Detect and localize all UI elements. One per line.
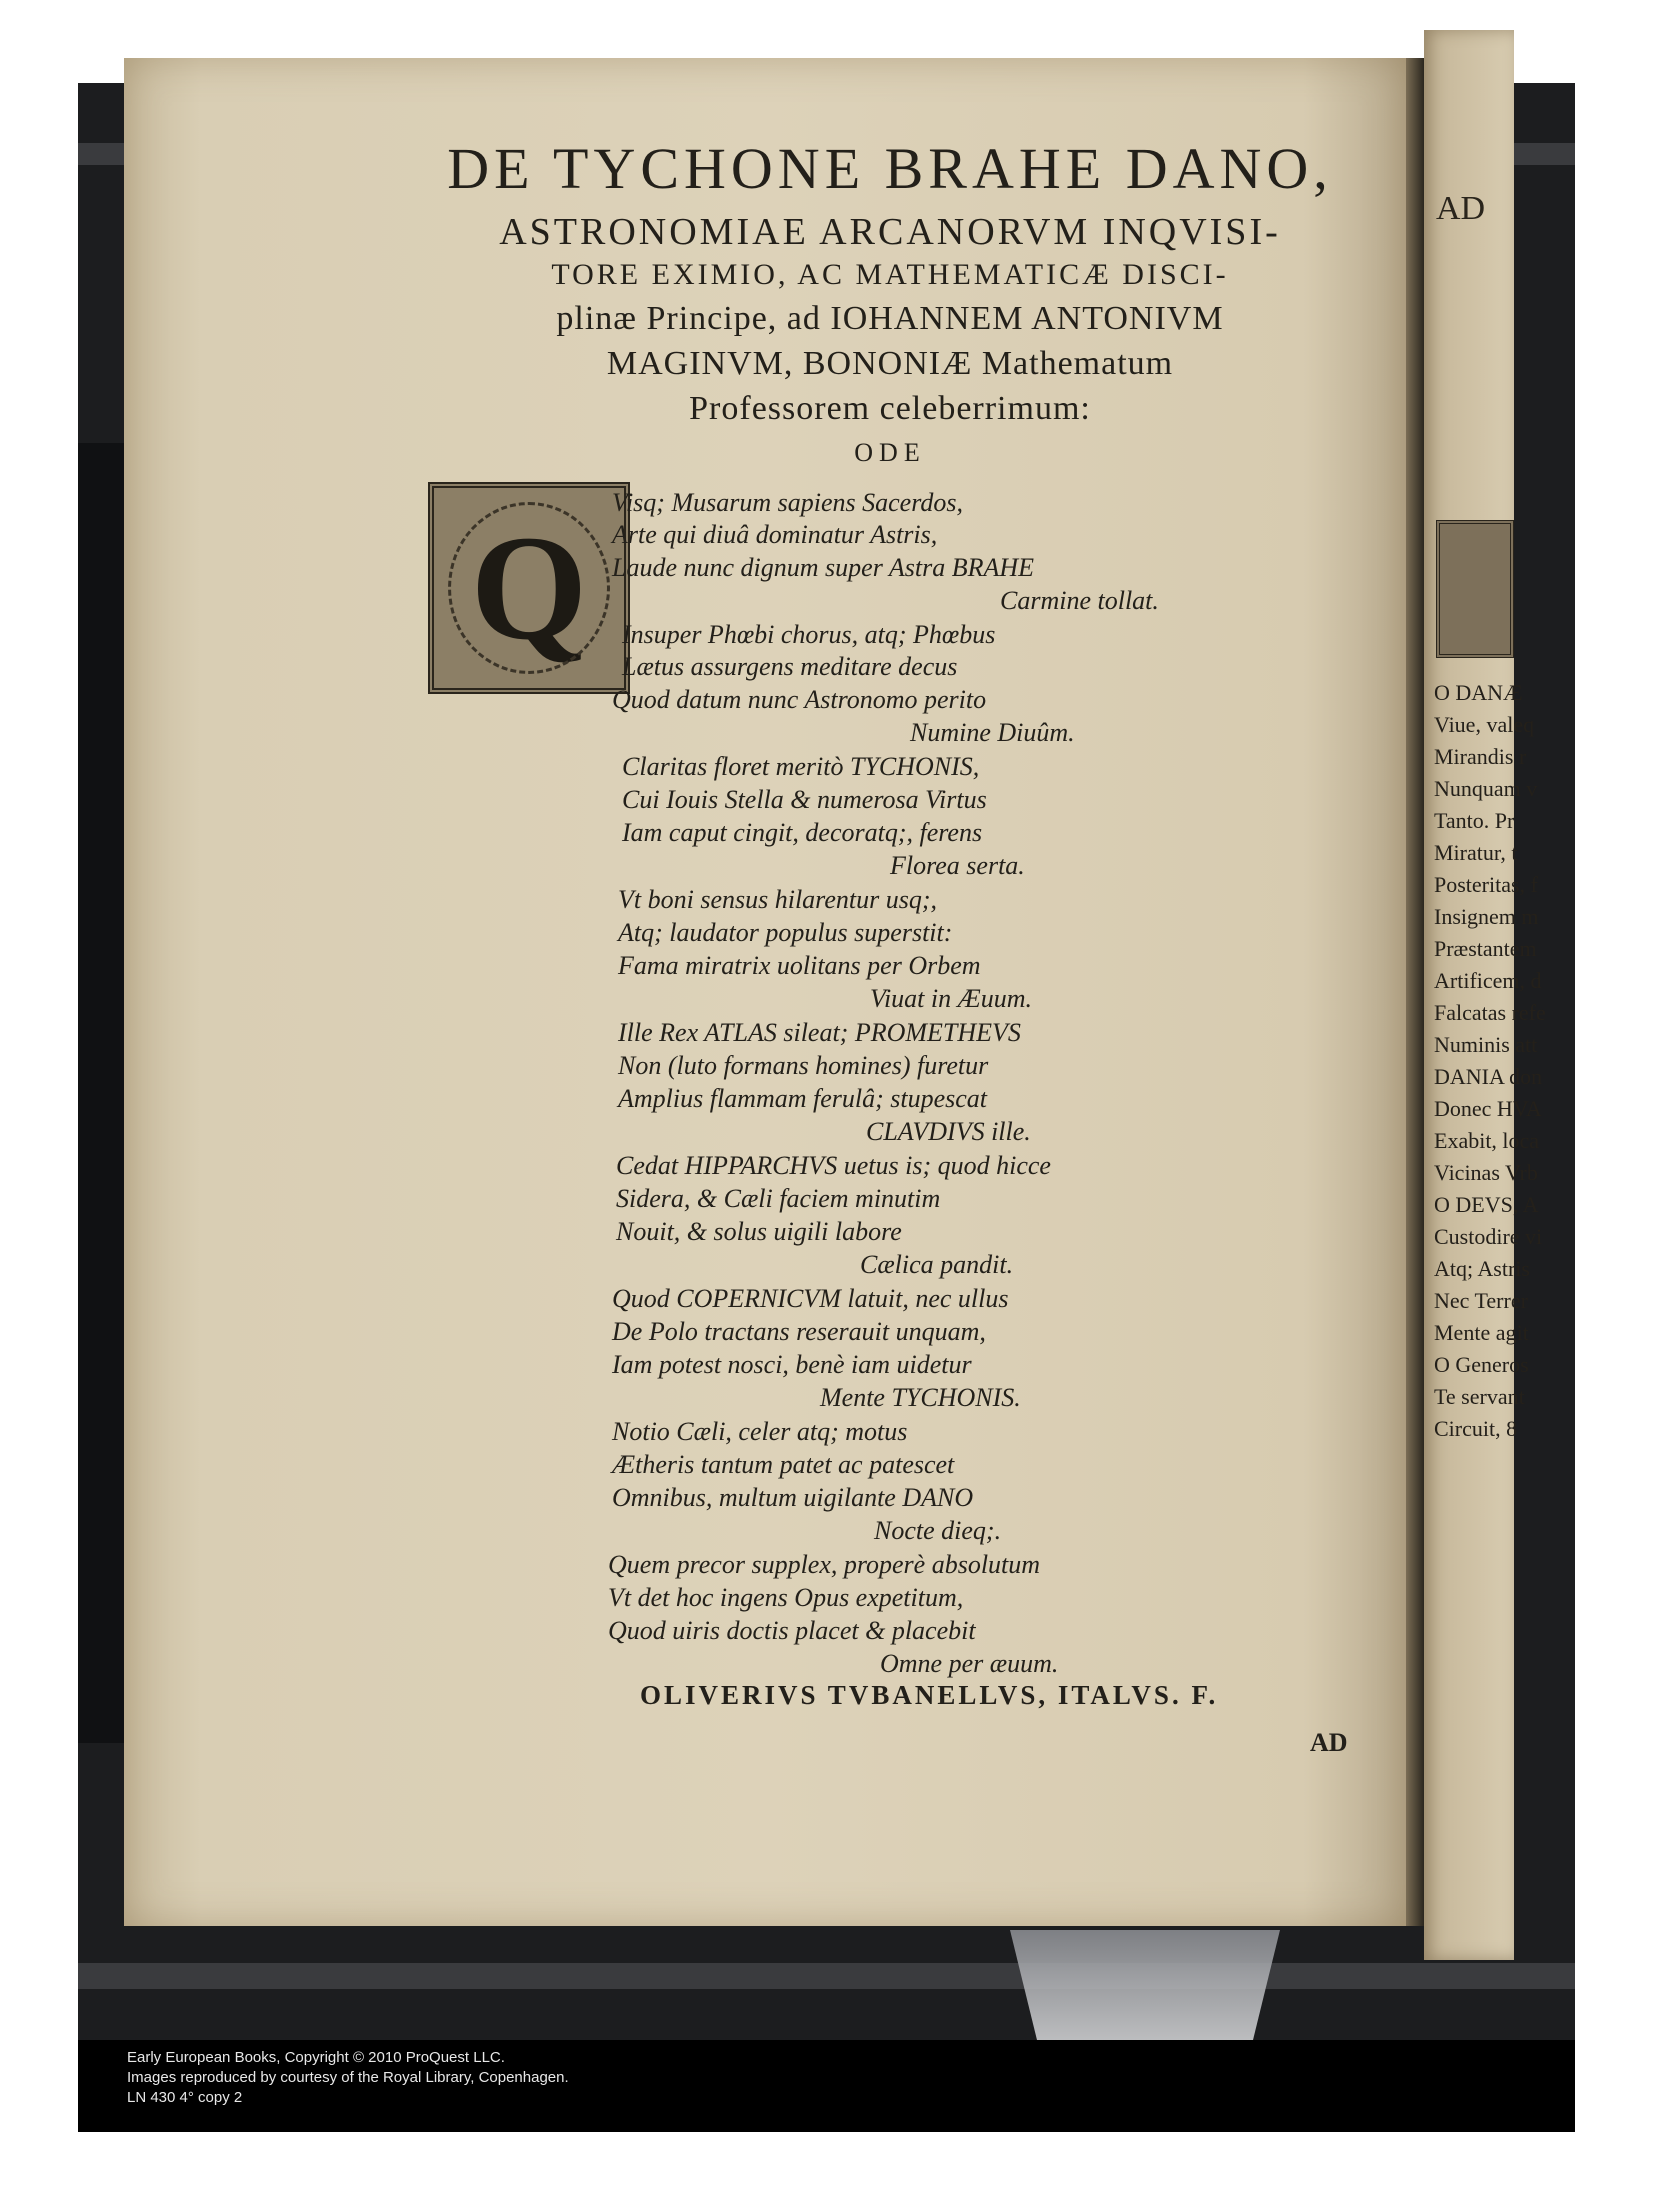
poem-line: Amplius flammam ferulâ; stupescat xyxy=(618,1084,988,1113)
poem-line: Quem precor supplex, properè absolutum xyxy=(608,1550,1041,1579)
right-page-line: Circuit, 8 xyxy=(1434,1416,1518,1441)
poem-line: Cælica pandit. xyxy=(860,1250,1014,1279)
right-page-line: Numinis att xyxy=(1434,1032,1538,1057)
title-line-1: DE TYCHONE BRAHE DANO, xyxy=(447,136,1333,201)
poem-line: Iam caput cingit, decoratq;, ferens xyxy=(622,818,983,847)
ode-heading: ODE xyxy=(854,438,926,467)
poem-line: Visq; Musarum sapiens Sacerdos, xyxy=(612,488,963,517)
right-page-heading: AD xyxy=(1436,190,1486,227)
scanner-rail-bottom xyxy=(78,1963,1575,1989)
poem-line: Omne per æuum. xyxy=(880,1649,1059,1678)
poem-line: Notio Cæli, celer atq; motus xyxy=(612,1417,908,1446)
poem-line: Nouit, & solus uigili labore xyxy=(616,1217,902,1246)
right-page-line: Donec HVA xyxy=(1434,1096,1542,1121)
book-gutter xyxy=(1406,58,1424,1926)
poem-line: Fama miratrix uolitans per Orbem xyxy=(618,951,981,980)
poem-line: Viuat in Æuum. xyxy=(870,984,1033,1013)
poem-line: Claritas floret meritò TYCHONIS, xyxy=(622,752,980,781)
right-page-initial xyxy=(1436,520,1514,658)
footer-line-1: Early European Books, Copyright © 2010 ProQuest LLC. xyxy=(127,2049,505,2066)
poem-line: Vt boni sensus hilarentur usq;, xyxy=(618,885,937,914)
author-signature: OLIVERIVS TVBANELLVS, ITALVS. F. xyxy=(640,1680,1219,1710)
right-page-line: Insignem m xyxy=(1434,904,1539,929)
right-page-line: Falcatas refe xyxy=(1434,1000,1546,1025)
poem-line: Cedat HIPPARCHVS uetus is; quod hicce xyxy=(616,1151,1051,1180)
catchword: AD xyxy=(1310,1728,1348,1757)
title-line-4: plinæ Principe, ad IOHANNEM ANTONIVM xyxy=(556,300,1224,337)
initial-letter: Q xyxy=(470,505,588,671)
poem-line: Laude nunc dignum super Astra BRAHE xyxy=(612,553,1034,582)
right-page-line: O DEVS, A xyxy=(1434,1192,1539,1217)
poem-line: Omnibus, multum uigilante DANO xyxy=(612,1483,974,1512)
poem-line: Atq; laudator populus superstit: xyxy=(618,918,953,947)
right-page-line: Viue, valeq xyxy=(1434,712,1535,737)
poem-line: Nocte dieq;. xyxy=(874,1516,1002,1545)
right-page-line: Præstantem xyxy=(1434,936,1537,961)
poem-line: Vt det hoc ingens Opus expetitum, xyxy=(608,1583,964,1612)
poem-line: Quod uiris doctis placet & placebit xyxy=(608,1616,976,1645)
right-page-line: Posteritas, f xyxy=(1434,872,1538,897)
poem-line: Florea serta. xyxy=(890,851,1025,880)
title-line-6: Professorem celeberrimum: xyxy=(689,390,1091,427)
poem-line: Quod datum nunc Astronomo perito xyxy=(612,685,987,714)
poem-line: De Polo tractans reserauit unquam, xyxy=(612,1317,986,1346)
right-page-line: Te servant xyxy=(1434,1384,1525,1409)
right-page-line: Mente agit xyxy=(1434,1320,1529,1345)
poem-line: Carmine tollat. xyxy=(1000,586,1159,615)
right-page-line: DANIA don xyxy=(1434,1064,1543,1089)
right-page-line: Artificem, d xyxy=(1434,968,1542,993)
right-page-line: Atq; Astris xyxy=(1434,1256,1530,1281)
title-line-5: MAGINVM, BONONIÆ Mathematum xyxy=(606,345,1174,382)
poem-line: Mente TYCHONIS. xyxy=(820,1383,1021,1412)
right-page-line: Tanto. Pr xyxy=(1434,808,1515,833)
poem-line: Arte qui diuâ dominatur Astris, xyxy=(612,520,938,549)
right-page-line: O Generos xyxy=(1434,1352,1529,1377)
poem-line: Non (luto formans homines) furetur xyxy=(618,1051,989,1080)
right-page-line: Vicinas Vrb xyxy=(1434,1160,1538,1185)
poem-line: Ille Rex ATLAS sileat; PROMETHEVS xyxy=(618,1018,1021,1047)
poem-line: CLAVDIVS ille. xyxy=(866,1117,1031,1146)
poem-line: Insuper Phœbi chorus, atq; Phœbus xyxy=(622,620,996,649)
poem-line: Lætus assurgens meditare decus xyxy=(622,652,958,681)
title-line-3: TORE EXIMIO, AC MATHEMATICÆ DISCI- xyxy=(551,258,1229,291)
poem-line: Quod COPERNICVM latuit, nec ullus xyxy=(612,1284,1009,1313)
footer-line-3: LN 430 4° copy 2 xyxy=(127,2089,243,2106)
page-clip-bottom xyxy=(1010,1930,1280,2040)
poem-line: Ætheris tantum patet ac patescet xyxy=(612,1450,955,1479)
poem-line: Iam potest nosci, benè iam uidetur xyxy=(612,1350,972,1379)
right-page-line: Nec Terrer xyxy=(1434,1288,1528,1313)
right-page-line: Custodire vi xyxy=(1434,1224,1543,1249)
poem-line: Numine Diuûm. xyxy=(910,718,1075,747)
right-page-line: Miratur, t xyxy=(1434,840,1518,865)
right-page-line: Nunquam v xyxy=(1434,776,1538,801)
right-page-line: O DANÆ xyxy=(1434,680,1523,705)
poem-line: Sidera, & Cæli faciem minutim xyxy=(616,1184,941,1213)
right-page-line: Exabit, loca xyxy=(1434,1128,1540,1153)
right-page-line: Mirandis r xyxy=(1434,744,1527,769)
initial-ornament xyxy=(448,502,610,674)
title-line-2: ASTRONOMIAE ARCANORVM INQVISI- xyxy=(499,211,1281,253)
decorated-initial xyxy=(428,482,630,694)
footer-line-2: Images reproduced by courtesy of the Royal Library, Copenhagen. xyxy=(127,2069,569,2086)
poem-line: Cui Iouis Stella & numerosa Virtus xyxy=(622,785,987,814)
